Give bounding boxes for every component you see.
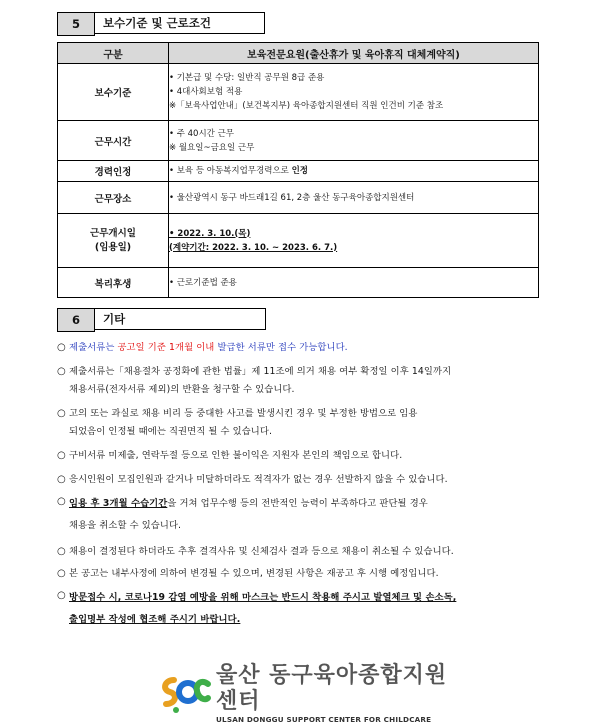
circle-bullet: ○ xyxy=(57,366,66,377)
note-highlight: 임용 후 3개월 수습기간 xyxy=(69,498,168,509)
logo-korean-name: 울산 동구육아종합지원센터 xyxy=(216,662,448,714)
notes-list xyxy=(57,339,547,631)
note-text: 채용을 취소할 수 있습니다. xyxy=(69,520,182,531)
circle-bullet: ○ xyxy=(57,450,66,461)
list-item xyxy=(57,543,547,561)
section-title: 보수기준 및 근로조건 xyxy=(95,12,265,34)
row-line: • 근로기준법 준용 xyxy=(169,276,538,290)
conditions-table xyxy=(57,42,539,298)
note-text: 방문접수 시, 코로나19 감염 예방을 위해 마스크는 반드시 착용해 주시고 발열체크 및 손소독, xyxy=(69,592,457,603)
table-header-category: 구분 xyxy=(58,43,169,64)
section-number: 5 xyxy=(57,12,95,36)
row-label-line: 근무개시일 xyxy=(90,227,136,239)
note-text: 제출서류는 xyxy=(69,342,118,353)
logo-icon xyxy=(160,672,212,714)
row-line: • 기본급 및 수당: 일반직 공무원 8급 준용 xyxy=(169,71,538,85)
section-5-header xyxy=(57,12,265,36)
circle-bullet: ○ xyxy=(57,408,66,419)
row-value xyxy=(169,268,539,298)
table-row xyxy=(58,214,539,268)
row-line: • 4대사회보험 적용 xyxy=(169,85,538,99)
row-value xyxy=(169,121,539,161)
note-text: 구비서류 미제출, 연락두절 등으로 인한 불이익은 지원자 본인의 책임으로 합니다. xyxy=(69,450,403,461)
table-row xyxy=(58,121,539,161)
row-label: 복리후생 xyxy=(58,268,169,298)
row-line: (계약기간: 2022. 3. 10. ~ 2023. 6. 7.) xyxy=(169,242,338,253)
row-value xyxy=(169,214,539,268)
table-row xyxy=(58,268,539,298)
circle-bullet: ○ xyxy=(57,496,66,507)
table-header-row xyxy=(58,43,539,64)
section-title: 기타 xyxy=(95,308,266,330)
note-text: 출입명부 작성에 협조해 주시기 바랍니다. xyxy=(69,614,241,625)
list-item xyxy=(57,493,547,537)
note-text: 되었음이 인정될 때에는 직권면직 될 수 있습니다. xyxy=(69,426,273,437)
table-row xyxy=(58,64,539,121)
list-item xyxy=(57,405,547,441)
row-value xyxy=(169,182,539,214)
row-label-line: (임용일) xyxy=(94,241,132,253)
row-line: • 보육 등 아동복지업무경력으로 xyxy=(169,166,292,176)
table-row xyxy=(58,182,539,214)
note-text: 을 거쳐 업무수행 등의 전반적인 능력이 부족하다고 판단될 경우 xyxy=(167,498,428,509)
logo-english-name: ULSAN DONGGU SUPPORT CENTER FOR CHILDCARE xyxy=(216,714,432,724)
circle-bullet: ○ xyxy=(57,568,66,579)
table-header-position: 보육전문요원(출산휴가 및 육아휴직 대체계약직) xyxy=(169,43,539,64)
row-label xyxy=(58,214,169,268)
list-item xyxy=(57,339,547,357)
list-item xyxy=(57,471,547,489)
note-text: 본 공고는 내부사정에 의하여 변경될 수 있으며, 변경된 사항은 재공고 후 시행 예정입니다. xyxy=(69,568,439,579)
circle-bullet: ○ xyxy=(57,342,66,353)
row-label: 근무시간 xyxy=(58,121,169,161)
section-6-header xyxy=(57,308,266,332)
table-row xyxy=(58,161,539,182)
row-label: 보수기준 xyxy=(58,64,169,121)
row-line-bold: 인정 xyxy=(291,166,309,176)
circle-bullet: ○ xyxy=(57,546,66,557)
note-text: 고의 또는 과실로 채용 비리 등 중대한 사고를 발생시킨 경우 및 부정한 방법으로 임용 xyxy=(69,408,418,419)
row-line: • 2022. 3. 10.(목) xyxy=(169,227,538,241)
circle-bullet: ○ xyxy=(57,474,66,485)
row-value xyxy=(169,161,539,182)
note-text: 채용서류(전자서류 제외)의 반환을 청구할 수 있습니다. xyxy=(69,384,295,395)
row-label: 경력인정 xyxy=(58,161,169,182)
row-value xyxy=(169,64,539,121)
row-line: ※ 월요일~금요일 근무 xyxy=(169,142,255,153)
list-item xyxy=(57,587,547,631)
note-text: 제출서류는「채용절차 공정화에 관한 법률」제 11조에 의거 채용 여부 확정일 이후 14일까지 xyxy=(69,366,452,377)
row-label: 근무장소 xyxy=(58,182,169,214)
row-line: ※「보육사업안내」(보건복지부) 육아종합지원센터 직원 인건비 기준 참조 xyxy=(169,101,444,111)
list-item xyxy=(57,447,547,465)
note-text: 발급한 서류만 접수 가능합니다. xyxy=(214,342,348,353)
section-number: 6 xyxy=(57,308,95,332)
row-line: • 울산광역시 동구 바드래1길 61, 2층 울산 동구육아종합지원센터 xyxy=(169,191,538,205)
row-line: • 주 40시간 근무 xyxy=(169,127,538,141)
list-item xyxy=(57,565,547,583)
note-highlight: 공고일 기준 1개월 이내 xyxy=(117,342,215,353)
note-text: 채용이 결정된다 하더라도 추후 결격사유 및 신체검사 결과 등으로 채용이 취소될 수 있습니다. xyxy=(69,546,454,557)
circle-bullet: ○ xyxy=(57,590,66,601)
list-item xyxy=(57,363,547,399)
note-text: 응시인원이 모집인원과 같거나 미달하더라도 적격자가 없는 경우 선발하지 않을 수 있습니다. xyxy=(69,474,448,485)
center-logo xyxy=(160,662,450,724)
